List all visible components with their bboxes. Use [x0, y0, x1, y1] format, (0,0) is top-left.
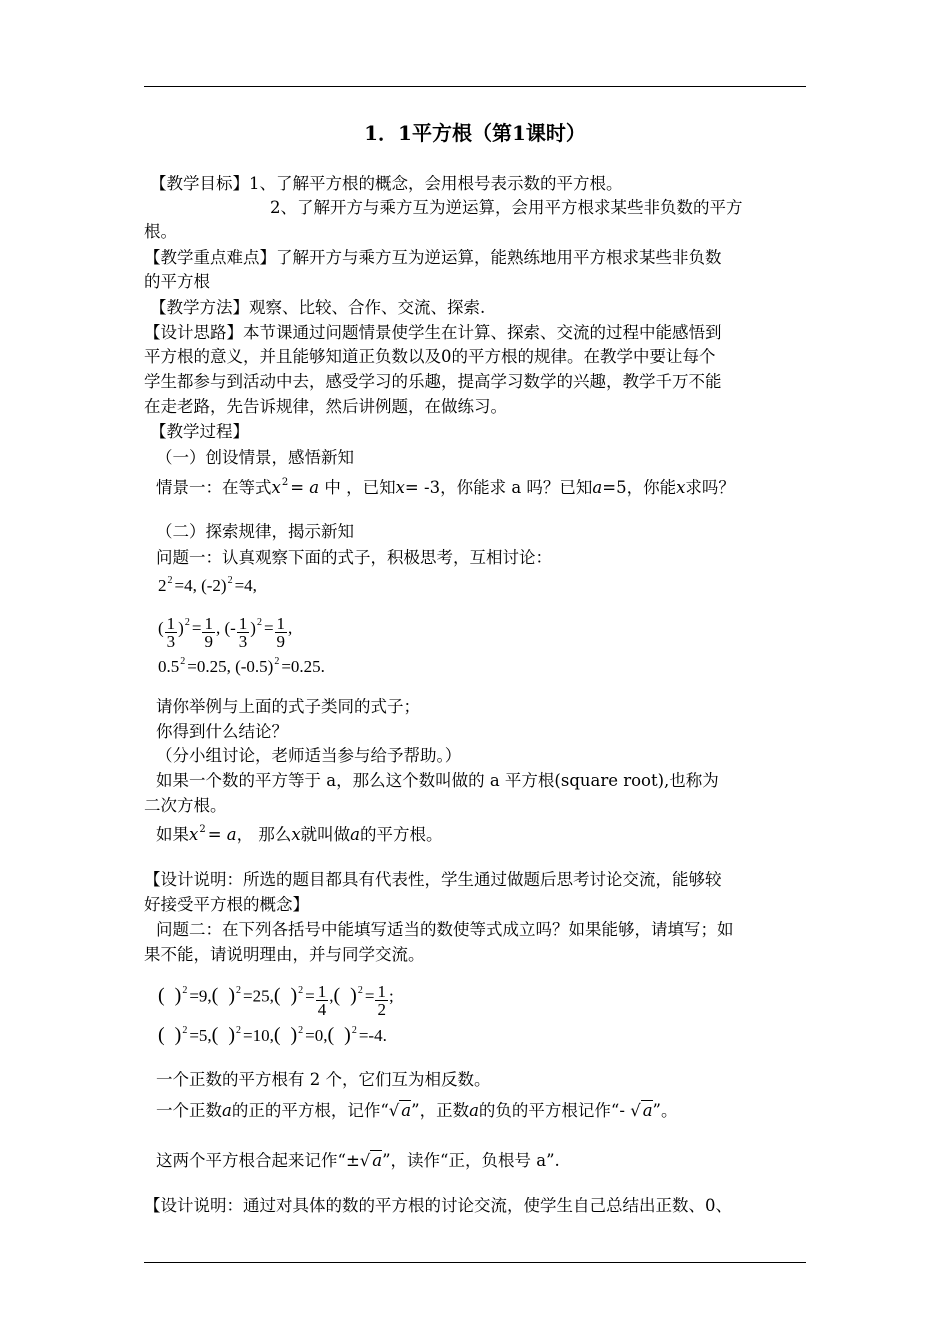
c2-d: 的负的平方根记作“ [478, 1101, 620, 1120]
fraction [275, 615, 288, 650]
paren: ) [178, 618, 184, 638]
c2-a: 一个正数 [156, 1101, 222, 1120]
prompt1: 请你举例与上面的式子类同的式子； [156, 697, 420, 716]
den: 3 [166, 632, 176, 651]
blanks-row2: ( )$^2$ =5,( )$^2$ =10,( )$^2$ =0,( )$^2$ =-4. [158, 1024, 387, 1046]
note1-line1: 【设计说明：所选的题目都具有代表性，学生通过做题后思考讨论交流，能够较 [144, 870, 722, 889]
den: 3 [238, 632, 248, 651]
sqrt-a: √ a [388, 1101, 412, 1120]
c3-a: 这两个平方根合起来记作“ [156, 1151, 346, 1170]
if-d: 的平方根。 [360, 825, 443, 844]
goals-label: 【教学目标】 [150, 174, 249, 193]
eq-a-5: =5 [602, 478, 627, 497]
r2-a: =5, [189, 1026, 212, 1045]
scene1-text-b: 中 ，已知 [324, 478, 396, 497]
formula-3: $0.5^2 =0.25$, $(-0.5)^2 =0.25$. [158, 656, 325, 676]
design-idea-3: 学生都参与到活动中去，感受学习的乐趣，提高学习数学的兴趣，教学千万不能 [144, 372, 722, 391]
den: 2 [377, 1000, 386, 1019]
r1-a: =9, [189, 986, 212, 1006]
conclusion2 [156, 1101, 677, 1121]
eq-x2-a: = a [207, 825, 237, 844]
scene1-text-e: 求吗？ [685, 478, 735, 497]
c2-e: ”。 [652, 1101, 678, 1120]
methods: 【教学方法】观察、比较、合作、交流、探索. [150, 298, 486, 317]
var-x: x [271, 478, 281, 497]
question2-line1: 问题二：在下列各括号中能填写适当的数使等式成立吗？如果能够，请填写；如 [156, 920, 734, 939]
den: 9 [204, 632, 213, 651]
question1: 问题一：认真观察下面的式子，积极思考，互相讨论： [156, 548, 552, 567]
num: 1 [377, 982, 386, 1001]
goals-item2b: 根。 [144, 222, 177, 241]
question2-line2: 果不能，请说明理由，并与同学交流。 [144, 945, 425, 964]
goals-item2a: 2、了解开方与乘方互为逆运算，会用平方根求某些非负数的平方 [270, 198, 743, 217]
fraction [165, 615, 178, 650]
sqrt-a: √ a [359, 1151, 383, 1170]
r2-c: =0, [305, 1026, 328, 1045]
den: 4 [317, 1000, 327, 1019]
process-label: 【教学过程】 [150, 422, 249, 441]
paren: ) [250, 618, 256, 638]
note1-line2: 好接受平方根的概念】 [144, 895, 309, 914]
comma: , [329, 986, 334, 1006]
sup: 2 [281, 477, 289, 488]
key-points-line1: 【教学重点难点】了解开方与乘方互为逆运算，能熟练地用平方根求某些非负数 [144, 248, 722, 267]
num: 1 [276, 614, 286, 633]
definition-line1: 如果一个数的平方等于 a，那么这个数叫做的 a 平方根(square root),也称为 [156, 771, 719, 790]
f3-mid: =0.25, (-0.5) [187, 657, 274, 676]
scene1-text-c: ，你能求 a 吗？已知 [440, 478, 593, 497]
goals-item1: 1、了解平方根的概念，会用根号表示数的平方根。 [249, 174, 623, 193]
conclusion3 [156, 1151, 560, 1171]
scene1 [156, 478, 735, 501]
neg-sign: - [619, 1101, 625, 1120]
key-points-line2: 的平方根 [144, 272, 210, 291]
f1-base: 2 [158, 576, 167, 595]
conclusion1: 一个正数的平方根有 2 个，它们互为相反数。 [156, 1070, 491, 1089]
blanks-row1: ( )$^2$ =9,( )$^2$ =25,( )$^2$ = $\frac{1}{4}$ ,( )$^2$ = $\frac{1}{2}$ ; [158, 982, 394, 1019]
section1-heading: （一）创设情景，感悟新知 [156, 448, 354, 467]
den: 9 [276, 632, 286, 651]
formula-1: $2^2 =4$, $(-2)^2 =4$, [158, 575, 257, 595]
eq-x2-a: = a [290, 478, 320, 497]
var-a: a [222, 1101, 232, 1120]
footer-rule [144, 1262, 806, 1263]
var-x: x [395, 478, 405, 497]
num: 1 [204, 614, 213, 633]
num: 1 [317, 982, 327, 1001]
note2: 【设计说明：通过对具体的数的平方根的讨论交流，使学生自己总结出正数、0、 [144, 1196, 732, 1215]
var-x: x [189, 825, 199, 844]
design-idea-2: 平方根的意义，并且能够知道正负数以及0的平方根的规律。在教学中要让每个 [144, 347, 716, 366]
prompt2: 你得到什么结论？ [156, 722, 288, 741]
design-idea-4: 在走老路，先告诉规律，然后讲例题，在做练习。 [144, 397, 507, 416]
formula-2: ( $\frac{1}{3}$ )$^2$ = $\frac{1}{9}$ , (- $\frac{1}{3}$ )$^2$ = $\frac{1}{9}$ , [158, 614, 293, 651]
num: 1 [238, 614, 248, 633]
r2-b: =10, [243, 1026, 274, 1045]
design-idea-1: 【设计思路】本节课通过问题情景使学生在计算、探索、交流的过程中能感悟到 [144, 323, 722, 342]
radicand: a [372, 1151, 383, 1170]
radicand: a [401, 1101, 412, 1120]
fraction [375, 983, 388, 1018]
c3-b: ”，读作“正，负根号 a”. [382, 1151, 560, 1170]
var-a: a [469, 1101, 479, 1120]
var-x: x [676, 478, 686, 497]
f1-end: =4, [234, 576, 257, 595]
radicand: a [642, 1101, 653, 1120]
header-rule [144, 86, 806, 87]
if-a: 如果 [156, 825, 189, 844]
neg: , (- [215, 618, 236, 638]
f3-end: =0.25. [281, 657, 325, 676]
r2-d: =-4. [358, 1026, 387, 1045]
eq: = [263, 618, 274, 638]
if-c: 就叫做 [300, 825, 351, 844]
page-title: 1．1平方根（第1课时） [364, 121, 586, 145]
r1-b: =25, [243, 986, 274, 1006]
num: 1 [166, 614, 176, 633]
paren: ( [158, 618, 164, 638]
eq-x-neg3: = -3 [404, 478, 441, 497]
prompt3: （分小组讨论，老师适当参与给予帮助。） [156, 746, 462, 765]
plus-minus: ± [345, 1151, 360, 1170]
eq: = [191, 618, 202, 638]
c2-b: 的正的平方根，记作“ [231, 1101, 389, 1120]
goals-line1 [150, 174, 623, 194]
comma: , [288, 618, 293, 638]
c2-c: ”，正数 [411, 1101, 470, 1120]
var-a: a [350, 825, 361, 844]
section2-heading: （二）探索规律，揭示新知 [156, 522, 354, 541]
fraction [237, 615, 250, 650]
definition-if: 如果$x^2 = a$， 那么x就叫做a的平方根。 [156, 824, 443, 844]
sqrt-a: √ a [630, 1101, 653, 1120]
var-a: a [592, 478, 603, 497]
scene1-text-d: ，你能 [626, 478, 677, 497]
semicolon: ; [388, 986, 394, 1006]
r1-c: = [305, 986, 315, 1006]
if-b: ， 那么 [236, 825, 292, 844]
f1-mid: =4, (-2) [174, 576, 227, 595]
scene1-text-a: 情景一：在等式 [156, 478, 272, 497]
r1-d: = [364, 986, 375, 1006]
var-x: x [291, 825, 301, 844]
f3-base: 0.5 [158, 657, 180, 676]
definition-line2: 二次方根。 [144, 796, 227, 815]
fraction [316, 983, 329, 1018]
fraction [202, 615, 215, 650]
